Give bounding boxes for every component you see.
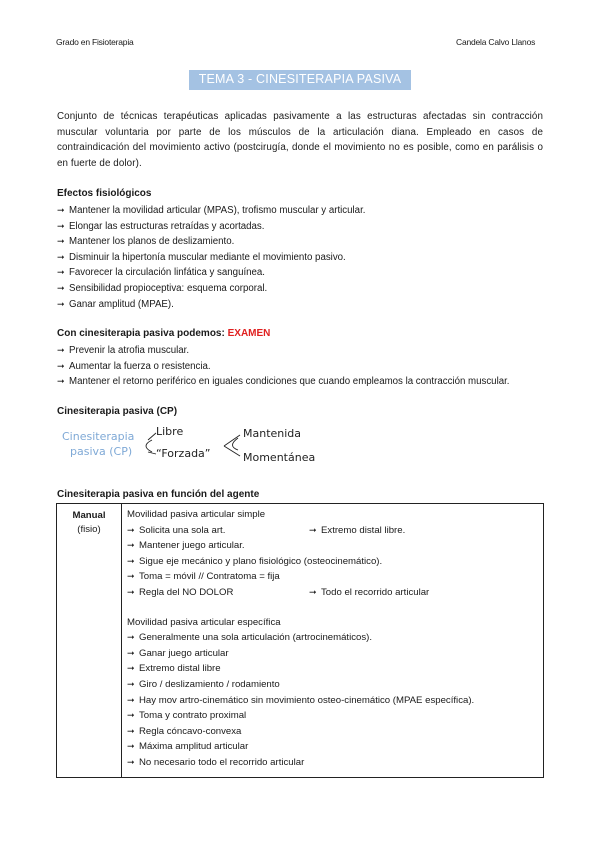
section-heading-agente: Cinesiterapia pasiva en función del agente [57, 489, 260, 500]
list-item [57, 297, 365, 313]
list-item-text: Regla del NO DOLOR [139, 586, 234, 598]
list-item-text: Solicita una sola art. [139, 524, 226, 536]
list-item [57, 250, 365, 266]
list-item-text: Extremo distal libre. [321, 524, 406, 536]
list-item [57, 203, 365, 219]
list-item [57, 219, 365, 235]
title-wrap [0, 70, 600, 90]
list-item-right [309, 585, 429, 601]
arrow-icon: ➞ [127, 725, 135, 736]
arrow-icon: ➞ [57, 345, 65, 355]
list-item-text: Mantener la movilidad articular (MPAS), trofismo muscular y articular. [69, 205, 366, 216]
list-item [57, 359, 510, 375]
list-item-text: Toma = móvil // Contratoma = fija [139, 571, 280, 583]
arrow-icon: ➞ [127, 663, 135, 674]
list-item [127, 538, 543, 554]
arrow-icon: ➞ [127, 540, 135, 551]
list-item-text: Extremo distal libre [139, 663, 221, 675]
list-item-text: Sensibilidad propioceptiva: esquema corporal. [69, 282, 268, 294]
table-row [57, 504, 544, 778]
podemos-heading-text: Con cinesiterapia pasiva podemos: [57, 328, 225, 339]
simple-title: Movilidad pasiva articular simple [127, 509, 266, 520]
list-item [127, 677, 543, 693]
list-item-text: Prevenir la atrofia muscular. [69, 345, 190, 356]
diagram-forzada: “Forzada” [156, 447, 211, 460]
row-label-fisio: (fisio) [77, 524, 101, 535]
branch-line-mantenida [224, 435, 240, 446]
arrow-icon: ➞ [57, 360, 65, 371]
page-title: TEMA 3 - CINESITERAPIA PASIVA [189, 70, 412, 90]
list-item [127, 630, 543, 646]
list-item-text: Elongar las estructuras retraídas y acortadas. [69, 220, 265, 232]
header-left: Grado en Fisioterapia [56, 37, 134, 47]
header-right: Candela Calvo Llanos [456, 37, 536, 47]
diagram-root-line1: Cinesiterapia [62, 430, 135, 443]
arrow-icon: ➞ [127, 571, 135, 582]
list-item-text: Hay mov artro-cinemático sin movimiento osteo-cinemático (MPAE específica). [139, 694, 475, 706]
list-item [57, 281, 365, 297]
list-item [127, 755, 543, 771]
arrow-icon: ➞ [127, 741, 135, 752]
list-item-text: Ganar juego articular [139, 647, 229, 659]
list-item-text: No necesario todo el recorrido articular [139, 756, 305, 768]
list-item-text: Favorecer la circulación linfática y sanguínea. [69, 267, 266, 279]
table-cell-content [122, 504, 544, 778]
arrow-icon: ➞ [309, 524, 317, 535]
arrow-icon: ➞ [127, 678, 135, 689]
arrow-icon: ➞ [309, 586, 317, 597]
branch-line-forzada [148, 452, 156, 454]
arrow-icon: ➞ [127, 586, 135, 597]
list-item-text: Generalmente una sola articulación (artrocinemáticos). [139, 632, 373, 644]
section-heading-cp: Cinesiterapia pasiva (CP) [57, 406, 178, 417]
list-item-text: Mantener juego articular. [139, 540, 245, 552]
list-item-text: Todo el recorrido articular [321, 586, 430, 598]
list-item-text: Mantener los planos de deslizamiento. [69, 236, 235, 248]
agent-table [56, 503, 544, 778]
list-item [127, 646, 543, 662]
diagram-libre: Libre [156, 425, 184, 438]
arrow-icon: ➞ [127, 632, 135, 643]
arrow-icon: ➞ [57, 220, 65, 231]
list-item [127, 569, 543, 585]
brace-left-icon [146, 440, 152, 452]
list-item-text: Aumentar la fuerza o resistencia. [69, 360, 211, 372]
section-heading-podemos [57, 328, 270, 339]
diagram-momentanea: Momentánea [243, 451, 316, 464]
arrow-icon: ➞ [57, 376, 65, 387]
list-item [57, 265, 365, 281]
list-item [127, 724, 543, 740]
list-item [127, 661, 543, 677]
list-efectos [57, 203, 365, 312]
diagram-mantenida: Mantenida [243, 427, 302, 440]
list-item-right [309, 523, 405, 539]
especifica-title: Movilidad pasiva articular específica [127, 616, 281, 628]
section-heading-efectos: Efectos fisiológicos [57, 188, 152, 199]
list-item-text: Disminuir la hipertonía muscular mediante el movimiento pasivo. [69, 251, 346, 263]
branch-line-libre [148, 433, 156, 440]
list-item [127, 523, 543, 539]
list-item [127, 708, 543, 724]
spacer [127, 601, 543, 615]
cp-diagram [56, 422, 386, 474]
list-item-text: Mantener el retorno periférico en iguales condiciones que cuando empleamos la contracción muscular. [69, 376, 510, 388]
arrow-icon: ➞ [57, 236, 65, 247]
arrow-icon: ➞ [57, 267, 65, 278]
arrow-icon: ➞ [127, 555, 135, 566]
list-item [57, 374, 510, 390]
arrow-icon: ➞ [57, 282, 65, 293]
list-item-text: Regla cóncavo-convexa [139, 725, 242, 737]
list-item-text: Giro / deslizamiento / rodamiento [139, 678, 280, 690]
list-item [57, 343, 510, 359]
arrow-icon: ➞ [127, 710, 135, 721]
list-item [57, 234, 365, 250]
row-label-manual: Manual [72, 510, 106, 521]
list-item [127, 585, 543, 601]
arrow-icon: ➞ [57, 251, 65, 262]
list-item-text: Sigue eje mecánico y plano fisiológico (osteocinemático). [139, 555, 383, 567]
arrow-icon: ➞ [127, 756, 135, 767]
arrow-icon: ➞ [127, 647, 135, 658]
branch-line-momentanea [224, 446, 240, 456]
list-item [127, 693, 543, 709]
list-item-text: Ganar amplitud (MPAE). [69, 298, 174, 310]
table-cell-label [57, 504, 122, 778]
arrow-icon: ➞ [57, 298, 65, 309]
list-item [127, 739, 543, 755]
list-item [127, 554, 543, 570]
exam-badge: EXAMEN [227, 328, 271, 339]
arrow-icon: ➞ [127, 694, 135, 705]
list-podemos [57, 343, 510, 390]
arrow-icon: ➞ [57, 205, 65, 215]
arrow-icon: ➞ [127, 524, 135, 535]
list-item-text: Toma y contrato proximal [139, 710, 247, 722]
intro-paragraph: Conjunto de técnicas terapéuticas aplicadas pasivamente a las estructuras afectadas sin contracción muscular voluntaria por parte de los músculos de la articulación diana. Empleado en casos de contraindicación del movimiento activo (postcirugía, donde el movimiento no es posible, como en parálisis o en fuerte de dolor). [57, 111, 543, 169]
diagram-root-line2: pasiva (CP) [70, 445, 133, 458]
list-item-text: Máxima amplitud articular [139, 741, 249, 753]
